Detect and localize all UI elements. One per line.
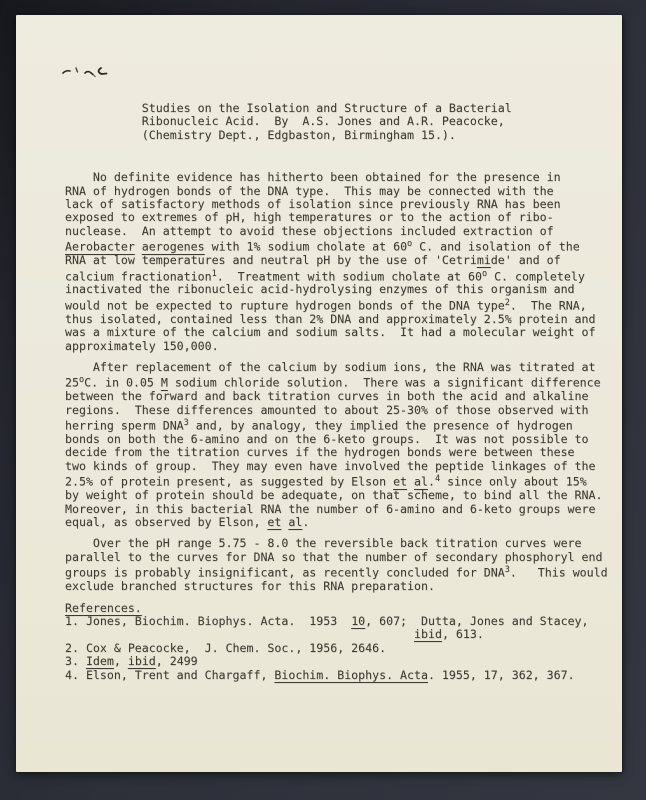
- text-line: decide from the titration curves if the hydrogen bonds were between these: [65, 445, 575, 460]
- text-line: equal, as observed by Elson, et al.: [65, 514, 310, 529]
- text-line: 3. Idem, ibid, 2499: [65, 654, 198, 669]
- text-line: RNA at low temperatures and neutral pH by the use of 'Cetrimide' and of: [65, 253, 561, 268]
- text-line: regions. These differences amounted to about 25-30% of those observed with: [65, 402, 589, 417]
- text-line: Studies on the Isolation and Structure of a Bacterial: [65, 101, 512, 115]
- text-line: between the forward and back titration curves in both the acid and alkaline: [65, 389, 589, 404]
- text-line: parallel to the curves for DNA so that the number of secondary phosphoryl end: [65, 549, 603, 564]
- text-line: by weight of protein should be adequate, on that scheme, to bind all the RNA.: [65, 488, 603, 503]
- text-line: thus isolated, contained less than 2% DNA and approximately 2.5% protein and: [65, 311, 596, 326]
- handwritten-mark: [61, 63, 117, 81]
- document-text: [65, 102, 608, 682]
- text-line: approximately 150,000.: [65, 338, 219, 353]
- text-line: bonds on both the 6-amino and on the 6-keto groups. It was not possible to: [65, 432, 589, 447]
- text-line: 2.5% of protein present, as suggested by Elson et al.$^4$ since only about 15%: [65, 474, 587, 489]
- text-line: exclude branched structures for this RNA preparation.: [65, 579, 435, 594]
- text-line: No definite evidence has hitherto been obtained for the presence in: [65, 170, 561, 185]
- references: [65, 602, 608, 682]
- paragraph-3: [65, 537, 608, 593]
- text-line: Moreover, in this bacterial RNA the number of 6-amino and 6-keto groups were: [65, 501, 596, 516]
- text-line: 25$^o$C. in 0.05 M sodium chloride solution. There was a significant difference: [65, 375, 601, 390]
- text-line: Aerobacter aerogenes with 1% sodium cholate at 60$^o$ C. and isolation of the: [65, 239, 580, 254]
- text-line: 2. Cox & Peacocke, J. Chem. Soc., 1956, 2646.: [65, 640, 387, 655]
- paragraph-1: [65, 171, 608, 353]
- paragraph-2: [65, 361, 608, 529]
- text-line: 4. Elson, Trent and Chargaff, Biochim. Biophys. Acta. 1955, 17, 362, 367.: [65, 667, 575, 682]
- text-line: two kinds of group. They may even have involved the peptide linkages of the: [65, 458, 596, 473]
- text-line: lack of satisfactory methods of isolation since previously RNA has been: [65, 197, 561, 212]
- text-line: calcium fractionation$^1$. Treatment with sodium cholate at 60$^o$ C. completely: [65, 268, 585, 284]
- text-line: inactivated the ribonucleic acid-hydrolysing enzymes of this organism and: [65, 282, 575, 297]
- paper-sheet: [16, 15, 622, 772]
- text-line: RNA of hydrogen bonds of the DNA type. This may be connected with the: [65, 183, 554, 198]
- text-line: ibid, 613.: [414, 627, 484, 642]
- document-title: [65, 102, 608, 142]
- text-line: exposed to extremes of pH, high temperatures or to the action of ribo-: [65, 210, 554, 225]
- text-line: nuclease. An attempt to avoid these objections included extraction of: [65, 223, 554, 238]
- text-line: herring sperm DNA$^3$ and, by analogy, they implied the presence of hydrogen: [65, 418, 573, 433]
- text-line: References.: [65, 600, 142, 615]
- text-line: (Chemistry Dept., Edgbaston, Birmingham 15.).: [65, 127, 456, 142]
- text-line: After replacement of the calcium by sodium ions, the RNA was titrated at: [65, 360, 596, 374]
- text-line: was a mixture of the calcium and sodium salts. It had a molecular weight of: [65, 325, 596, 340]
- text-line: Ribonucleic Acid. By A.S. Jones and A.R. Peacocke,: [65, 114, 505, 129]
- text-line: groups is probably insignificant, as recently concluded for DNA$^3$. This would: [65, 565, 608, 580]
- text-line: Over the pH range 5.75 - 8.0 the reversible back titration curves were: [65, 536, 582, 551]
- text-line: would not be expected to rupture hydrogen bonds of the DNA type$^2$. The RNA,: [65, 297, 587, 313]
- text-line: 1. Jones, Biochim. Biophys. Acta. 1953 10, 607; Dutta, Jones and Stacey,: [65, 613, 589, 628]
